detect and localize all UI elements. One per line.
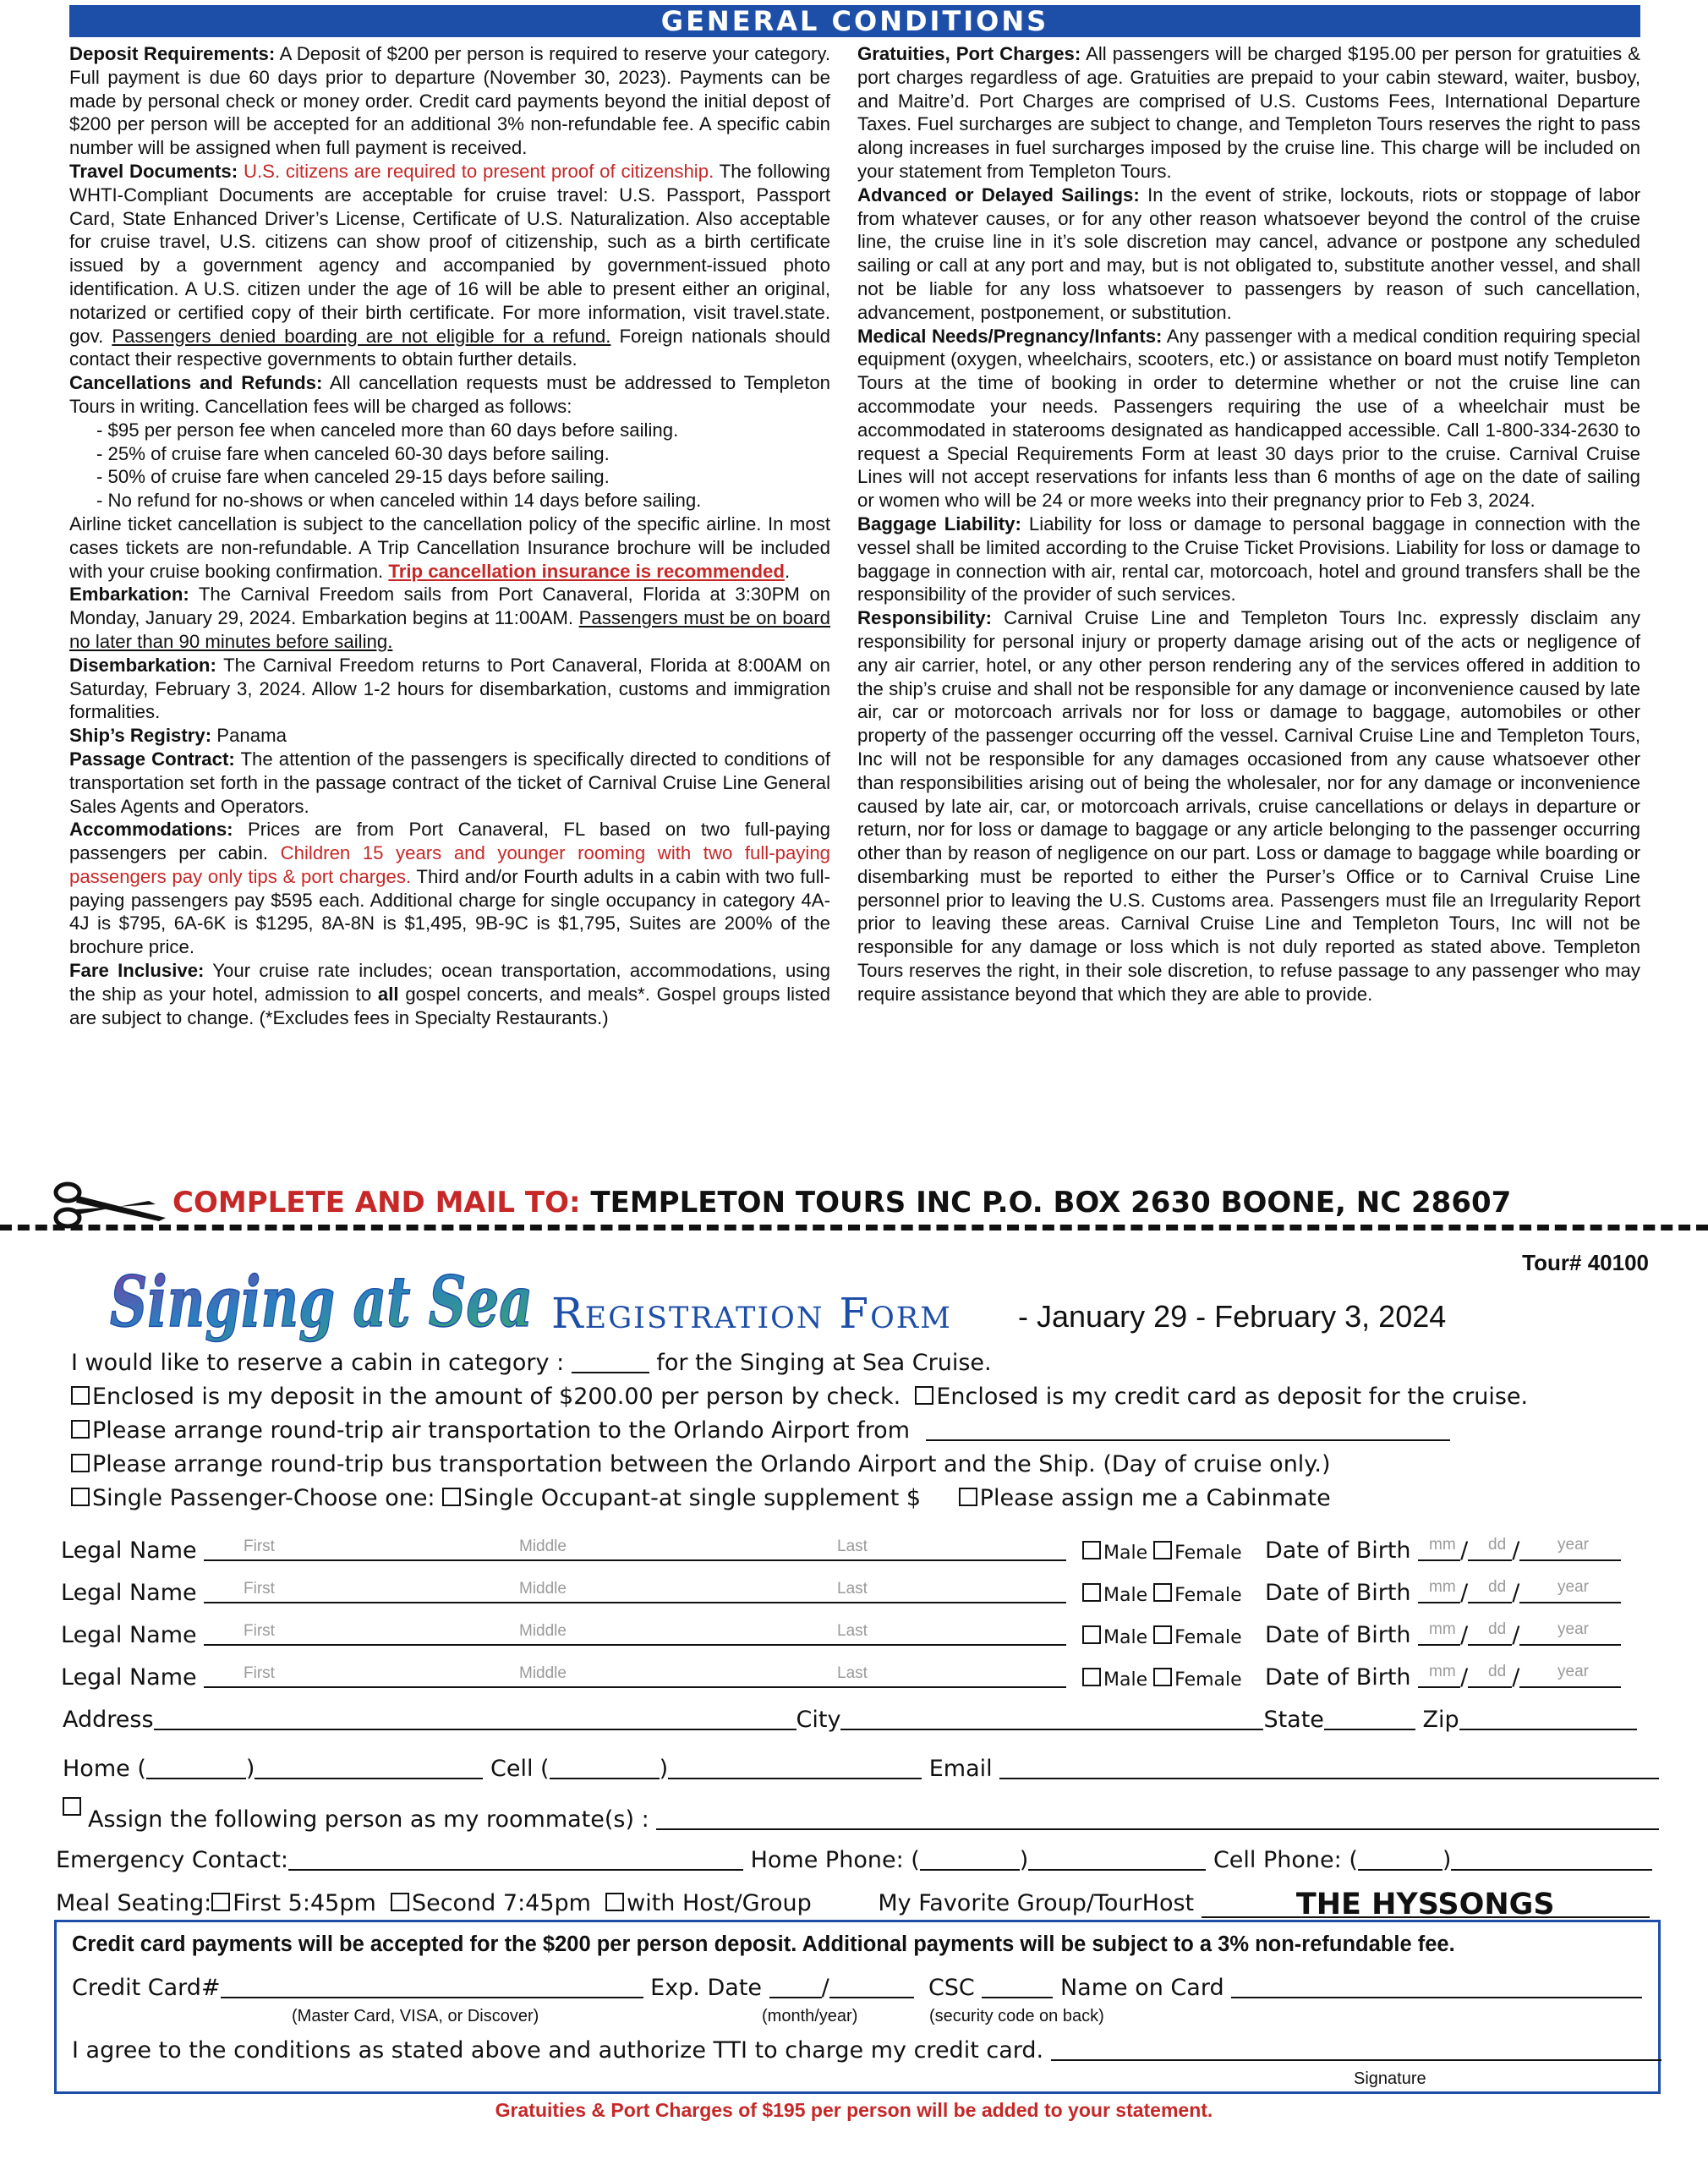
male-label: Male [1103,1669,1148,1691]
conditions-left-column [69,42,830,1029]
gratuities-heading: Gratuities, Port Charges: [857,43,1081,64]
zip-label: Zip [1422,1707,1459,1733]
deposit-text: A Deposit of $200 per person is required to reserve your category. Full payment is due 60 days prior to departure (November 30, 2023). Payments can be made by personal check or money order. Credit card payments beyond the initial depost of $200 per person will be accepted for an additional 3% non-refundable fee. A specific cabin number will be assigned when full payment is received. [69,43,830,159]
cancel-item: - 50% of cruise fare when canceled 29-15 days before sailing. [96,466,610,488]
cancel-item: - $95 per person fee when canceled more than 60 days before sailing. [96,419,679,441]
first-hint: First [244,1622,275,1640]
last-hint: Last [837,1664,868,1682]
sailings-section [857,184,1640,325]
dd-hint: dd [1488,1578,1507,1596]
state-input[interactable] [1324,1708,1415,1730]
boarding-deadline-note: Passengers must be on board no later than 90 minutes before sailing. [69,607,830,652]
fare-text: Your cruise rate includes; ocean transportation, accommodations, using the ship as your hotel, admission to [69,960,830,1005]
last-hint: Last [837,1622,868,1640]
card-option-label: Enclosed is my credit card as deposit for the cruise. [936,1384,1529,1410]
male-checkbox[interactable] [1082,1625,1101,1644]
roommate-checkbox[interactable] [63,1797,81,1816]
csc-label: CSC [928,1975,975,2001]
cabinmate-label: Please assign me a Cabinmate [979,1485,1331,1511]
legal-name-input[interactable] [204,1539,1066,1561]
category-input[interactable] [572,1351,649,1373]
agree-line [72,2037,1661,2064]
single-passenger-checkbox[interactable] [71,1488,90,1506]
male-label: Male [1103,1627,1148,1648]
dd-hint: dd [1488,1663,1507,1680]
dob-label: Date of Birth [1265,1537,1411,1564]
mail-to-line [172,1186,1511,1220]
baggage-heading: Baggage Liability: [857,512,1021,534]
emergency-cell-area-input[interactable] [1358,1849,1442,1871]
home-area-code-input[interactable] [146,1757,246,1779]
air-option [71,1417,1450,1444]
first-seating-label: First 5:45pm [233,1890,376,1916]
air-option-label: Please arrange round-trip air transportation to the Orlando Airport from [92,1417,911,1444]
insurance-recommendation: Trip cancellation insurance is recommended [388,560,785,582]
state-label: State [1263,1707,1324,1733]
roommate-line [88,1806,1659,1833]
travel-citizenship-note: U.S. citizens are required to present proof of citizenship. [243,160,714,182]
legal-name-label: Legal Name [61,1622,197,1648]
legal-name-label: Legal Name [61,1664,197,1691]
form-dates: - January 29 - February 3, 2024 [1018,1299,1447,1334]
fare-section [69,959,830,1029]
legal-name-input[interactable] [204,1666,1066,1688]
male-label: Male [1103,1585,1148,1606]
dd-hint: dd [1488,1536,1507,1554]
fare-all: all [377,983,399,1005]
disembarkation-section [69,654,830,724]
fare-text-2: gospel concerts, and meals*. Gospel groups listed are subject to change. (*Excludes fees in Specialty Restaurants.) [69,983,831,1028]
credit-card-box [54,1920,1661,2094]
cut-line [0,1225,1708,1230]
single-options [71,1485,1331,1511]
female-label: Female [1174,1627,1242,1648]
accommodations-heading: Accommodations: [69,819,233,841]
first-hint: First [244,1537,275,1555]
card-type-hint: (Master Card, VISA, or Discover) [292,2007,539,2025]
female-label: Female [1174,1669,1242,1691]
dob-label: Date of Birth [1265,1664,1411,1691]
exp-year-input[interactable] [829,1976,914,1998]
legal-name-input[interactable] [204,1581,1066,1603]
deposit-checkbox[interactable] [71,1386,90,1405]
address-input[interactable] [154,1708,797,1730]
favorite-group-value: THE HYSSONGS [1295,1888,1555,1921]
cell-phone-input[interactable] [668,1757,922,1779]
medical-heading: Medical Needs/Pregnancy/Infants: [857,325,1163,347]
credit-card-line: Credit Card# Exp. Date / CSC Name on Card [72,1975,1642,2001]
registry-section [69,724,830,748]
second-seating-label: Second 7:45pm [411,1890,591,1916]
signature-label: Signature [1354,2069,1426,2088]
emergency-home-phone-input[interactable] [1028,1849,1206,1871]
airline-section: Airline ticket cancellation is subject to the cancellation policy of the specific airline. In most cases tickets are non-refundable. A Trip Cancellation Insurance brochure will be included with your cruise booking confirmation. Trip cancellation insurance is recommended. [69,512,830,582]
host-seating-checkbox[interactable] [605,1893,624,1911]
legal-name-input[interactable] [204,1624,1066,1646]
cancellation-section [69,371,830,419]
footer-note: Gratuities & Port Charges of $195 per person will be added to your statement. [495,2099,1213,2121]
baggage-text: Liability for loss or damage to personal baggage in connection with the vessel shall be limited according to the Cruise Ticket Provisions. Liability for loss or damage to baggage in connection with air, rental car, motorcoach, hotel and ground transfers shall be the responsibility of the provider of such services. [857,512,1640,606]
year-hint: year [1557,1536,1589,1554]
accommodations-section [69,818,830,959]
mm-hint: mm [1429,1620,1456,1638]
bus-option [71,1451,1331,1477]
travel-section [69,160,830,371]
gratuities-text: All passengers will be charged $195.00 per person for gratuities & port charges regardless of age. Gratuities are prepaid to your cabin steward, waiter, busboy, and Maitre’d. Port Charges are comprised of U.S. Customs Fees, International Departure Taxes. Fuel surcharges are subject to change, and Templeton Tours reserves the right to pass along increases in fuel surcharges imposed by the cruise line. This charge will be included on your statement from Templeton Tours. [857,43,1640,182]
singing-at-sea-logo [110,1260,550,1353]
female-checkbox[interactable] [1153,1668,1172,1686]
city-input[interactable] [840,1708,1263,1730]
legal-name-label: Legal Name [61,1537,197,1564]
middle-hint: Middle [519,1664,567,1682]
card-deposit-checkbox[interactable] [915,1386,933,1405]
gratuities-section [857,42,1640,184]
airline-text: Airline ticket cancellation is subject to the cancellation policy of the specific airline. In most cases tickets are non-refundable. A Trip Cancellation Insurance brochure will be included with your cruise booking confirmation. [69,512,830,582]
middle-hint: Middle [519,1622,567,1640]
male-checkbox[interactable] [1082,1541,1101,1559]
roommate-checkbox-row [63,1795,84,1821]
cabinmate-checkbox[interactable] [959,1488,977,1506]
zip-input[interactable] [1459,1708,1637,1730]
reserve-label: I would like to reserve a cabin in category : [71,1350,565,1376]
credit-card-input[interactable] [221,1976,643,1998]
sailings-heading: Advanced or Delayed Sailings: [857,184,1140,206]
logo-text: Singing at Sea [110,1262,533,1343]
cancel-item: - 25% of cruise fare when canceled 60-30 days before sailing. [96,442,610,464]
credit-card-note: Credit card payments will be accepted for the $200 per person deposit. Additional payments will be subject to a 3% non-refundable fee. [72,1932,1455,1956]
female-checkbox[interactable] [1153,1625,1172,1644]
emergency-line: Emergency Contact: Home Phone: ( ) Cell Phone: ( ) [56,1847,1652,1873]
phone-line: Home ( ) Cell ( ) Email [63,1756,1659,1782]
accommodations-text-2: Third and/or Fourth adults in a cabin with two full-paying passengers pay $595 each. Additional charge for single occupancy in category 4A-4J is $795, 6A-6K is $1295, 8A-8N is $1,495, 9B-9C is $1,795, Suites are 200% of the brochure price. [69,865,830,958]
first-hint: First [244,1664,275,1682]
home-label: Home [63,1756,130,1782]
cell-area-code-input[interactable] [550,1757,660,1779]
email-label: Email [928,1756,993,1782]
last-hint: Last [837,1580,868,1598]
female-checkbox[interactable] [1153,1583,1172,1602]
cancellation-heading: Cancellations and Refunds: [69,372,323,394]
sailings-text: In the event of strike, lockouts, riots or stoppage of labor from whatever causes, or for any other reason whatsoever beyond the control of the cruise line, the cruise line in it’s sole discretion may cancel, advance or postpone any scheduled sailing or call at any port and may, but is not obligated to, substitute another vessel, and shall not be liable for any loss whatsoever to passengers by reason of such cancellation, advancement, postponement, or substitution. [857,184,1640,323]
city-label: City [796,1707,841,1733]
medical-text: Any passenger with a medical condition requiring special equipment (oxygen, wheelchairs, scooters, etc.) or assistance on board must notify Templeton Tours at the time of booking in order to determine whether or not the cruise line can accommodate your needs. Passengers requiring the use of a wheelchair must be accommodated in staterooms designated as handicapped accessible. Call 1-800-334-2630 to request a Special Requirements Form at least 30 days prior to the cruise. Carnival Cruise Lines will not accept reservations for infants less than 6 months of age on the date of sailing or women who will be 24 or more weeks into their pregnancy prior to Feb 3, 2024. [857,325,1640,512]
credit-card-label: Credit Card# [72,1975,221,2001]
disembarkation-text: The Carnival Freedom returns to Port Canaveral, Florida at 8:00AM on Saturday, February 3, 2024. Allow 1-2 hours for disembarkation, customs and immigration formalities. [69,654,830,723]
dob-label: Date of Birth [1265,1622,1411,1648]
roommate-input[interactable] [656,1808,1659,1830]
middle-hint: Middle [519,1580,567,1598]
registry-heading: Ship’s Registry: [69,725,212,747]
bus-option-label: Please arrange round-trip bus transportation between the Orlando Airport and the Ship. (Day of cruise only.) [92,1451,1331,1477]
female-label: Female [1174,1585,1242,1606]
passage-heading: Passage Contract: [69,748,235,770]
exp-month-input[interactable] [769,1976,822,1998]
general-conditions-banner: GENERAL CONDITIONS [69,5,1640,37]
mail-label: COMPLETE AND MAIL TO: [172,1186,581,1220]
embarkation-text: The Carnival Freedom sails from Port Canaveral, Florida at 3:30PM on Monday, January 29, 2024. Embarkation begins at 11:00AM. [69,584,831,629]
emergency-home-phone-label: Home Phone: [750,1847,904,1873]
email-input[interactable] [999,1757,1659,1779]
male-label: Male [1103,1543,1148,1564]
female-checkbox[interactable] [1153,1541,1172,1559]
responsibility-text: Carnival Cruise Line and Templeton Tours Inc. expressly disclaim any responsibility for personal injury or property damage arising out of the acts or negligence of any air carrier, hotel, or any other person rendering any of the services offered in addition to the ship’s cruise and shall not be responsible for any damage or inconvenience caused by late air, car or motorcoach arrivals nor for loss or damage to baggage, automobiles or other property of the passenger occurring off the vessel. Carnival Cruise Line and Templeton Tours, Inc will not be responsible for any damages occasioned from any cause whatsoever other than responsibilities arising out of being the wholesaler, nor for any damage or inconvenience caused by late air, car, or motorcoach arrivals, cruise cancellations or delays in departure or return, nor for loss or damage to baggage or any article belonging to the passenger occurring other than by reason of negligence on our part. Loss or damage to baggage while boarding or disembarking must be reported to either the Purser’s Office or to Carnival Cruise Line personnel prior to leaving the U.S. Customs area. Passengers must file an Irregularity Report prior to leaving these areas. Carnival Cruise Line and Templeton Tours, Inc will not be responsible for any damage or loss which is not duly reported as stated above. Templeton Tours reserves the right, in their sole discretion, to refuse passage to any passenger who may require assistance beyond that which they are able to provide. [857,607,1640,1005]
year-hint: year [1557,1663,1589,1680]
embarkation-section [69,583,830,653]
children-note: Children 15 years and younger rooming with two full-paying passengers pay only tips & port charges. [69,842,831,887]
first-seating-checkbox[interactable] [211,1893,230,1911]
embarkation-heading: Embarkation: [69,584,189,606]
mm-hint: mm [1429,1536,1456,1554]
meal-line [56,1888,1650,1921]
middle-hint: Middle [519,1537,567,1555]
registry-text: Panama [216,725,287,747]
reserve-label-2: for the Singing at Sea Cruise. [656,1350,992,1376]
address-label: Address [63,1707,154,1733]
host-seating-label: with Host/Group [627,1890,812,1916]
passage-section [69,748,830,818]
cancellation-text: All cancellation requests must be addressed to Templeton Tours in writing. Cancellation fees will be charged as follows: [69,372,830,417]
deposit-section [69,42,830,160]
single-occupant-checkbox[interactable] [442,1488,461,1506]
year-hint: year [1557,1578,1589,1596]
accommodations-text: Prices are from Port Canaveral, FL based on two full-paying passengers per cabin. [69,819,830,864]
dd-hint: dd [1488,1620,1507,1638]
fare-heading: Fare Inclusive: [69,960,205,982]
female-label: Female [1174,1543,1242,1564]
emergency-cell-phone-label: Cell Phone: [1213,1847,1342,1873]
single-occupant-label: Single Occupant-at single supplement $ [463,1485,922,1511]
name-on-card-input[interactable] [1231,1976,1642,1998]
travel-text: The following WHTI-Compliant Documents are acceptable for cruise travel: U.S. Passport, Passport Card, State Enhanced Driver’s License, Certificate of U.S. Naturalization. Also acceptable for cruise travel, U.S. citizens can show proof of citizenship, such as a birth certificate issued by a government agency and accompanied by government-issued photo identification. A U.S. citizen under the age of 16 will be able to present either an original, notarized or certified copy of their birth certificate. For more information, visit travel.state. gov. [69,160,831,347]
exp-hint: (month/year) [762,2007,858,2025]
roommate-label: Assign the following person as my roommate(s) : [88,1806,649,1833]
csc-input[interactable] [982,1976,1053,1998]
tour-number: Tour# 40100 [1522,1250,1649,1275]
year-hint: year [1557,1620,1589,1638]
disembarkation-heading: Disembarkation: [69,654,216,676]
cancel-item: - No refund for no-shows or when canceled within 14 days before sailing. [96,490,702,512]
address-line [63,1707,1637,1733]
emergency-cell-phone-input[interactable] [1451,1849,1652,1871]
legal-name-label: Legal Name [61,1580,197,1606]
cell-label: Cell [490,1756,534,1782]
male-checkbox[interactable] [1082,1583,1101,1602]
responsibility-section [857,606,1640,1006]
air-from-input[interactable] [926,1419,1450,1441]
exp-date-label: Exp. Date [650,1975,763,2001]
csc-hint: (security code on back) [929,2007,1104,2025]
responsibility-heading: Responsibility: [857,607,993,629]
home-phone-input[interactable] [255,1757,483,1779]
travel-refund-note: Passengers denied boarding are not eligible for a refund. [112,325,611,347]
mm-hint: mm [1429,1663,1456,1680]
baggage-section [857,512,1640,606]
name-on-card-label: Name on Card [1059,1975,1224,2001]
agree-text: I agree to the conditions as stated above and authorize TTI to charge my credit card. [72,2037,1044,2064]
medical-section [857,325,1640,512]
conditions-right-column [857,42,1640,1006]
emergency-home-area-input[interactable] [920,1849,1020,1871]
form-title: Registration Form [551,1289,952,1338]
last-hint: Last [837,1537,868,1555]
emergency-input[interactable] [288,1849,743,1871]
first-hint: First [244,1580,275,1598]
favorite-group-input[interactable] [1202,1888,1650,1921]
travel-text-2: Foreign nationals should contact their respective governments to obtain further details. [69,325,830,370]
single-passenger-label: Single Passenger-Choose one: [92,1485,435,1511]
travel-heading: Travel Documents: [69,160,238,182]
deposit-option-label: Enclosed is my deposit in the amount of $200.00 per person by check. [92,1384,901,1410]
second-seating-checkbox[interactable] [391,1893,409,1911]
air-checkbox[interactable] [71,1420,90,1439]
male-checkbox[interactable] [1082,1668,1101,1686]
meal-label: Meal Seating: [56,1890,212,1916]
signature-input[interactable] [1051,2039,1661,2061]
favorite-group-label: My Favorite Group/TourHost [878,1890,1195,1916]
mm-hint: mm [1429,1578,1456,1596]
dob-label: Date of Birth [1265,1580,1411,1606]
bus-checkbox[interactable] [71,1454,90,1472]
mail-address: TEMPLETON TOURS INC P.O. BOX 2630 BOONE, NC 28607 [590,1186,1512,1220]
deposit-heading: Deposit Requirements: [69,43,276,64]
payment-options [71,1384,1528,1410]
emergency-label: Emergency Contact: [56,1847,289,1873]
passage-text: The attention of the passengers is specifically directed to conditions of transportation set forth in the passage contract of the ticket of Carnival Cruise Line General Sales Agents and Operators. [69,748,831,817]
reserve-line [71,1350,992,1376]
